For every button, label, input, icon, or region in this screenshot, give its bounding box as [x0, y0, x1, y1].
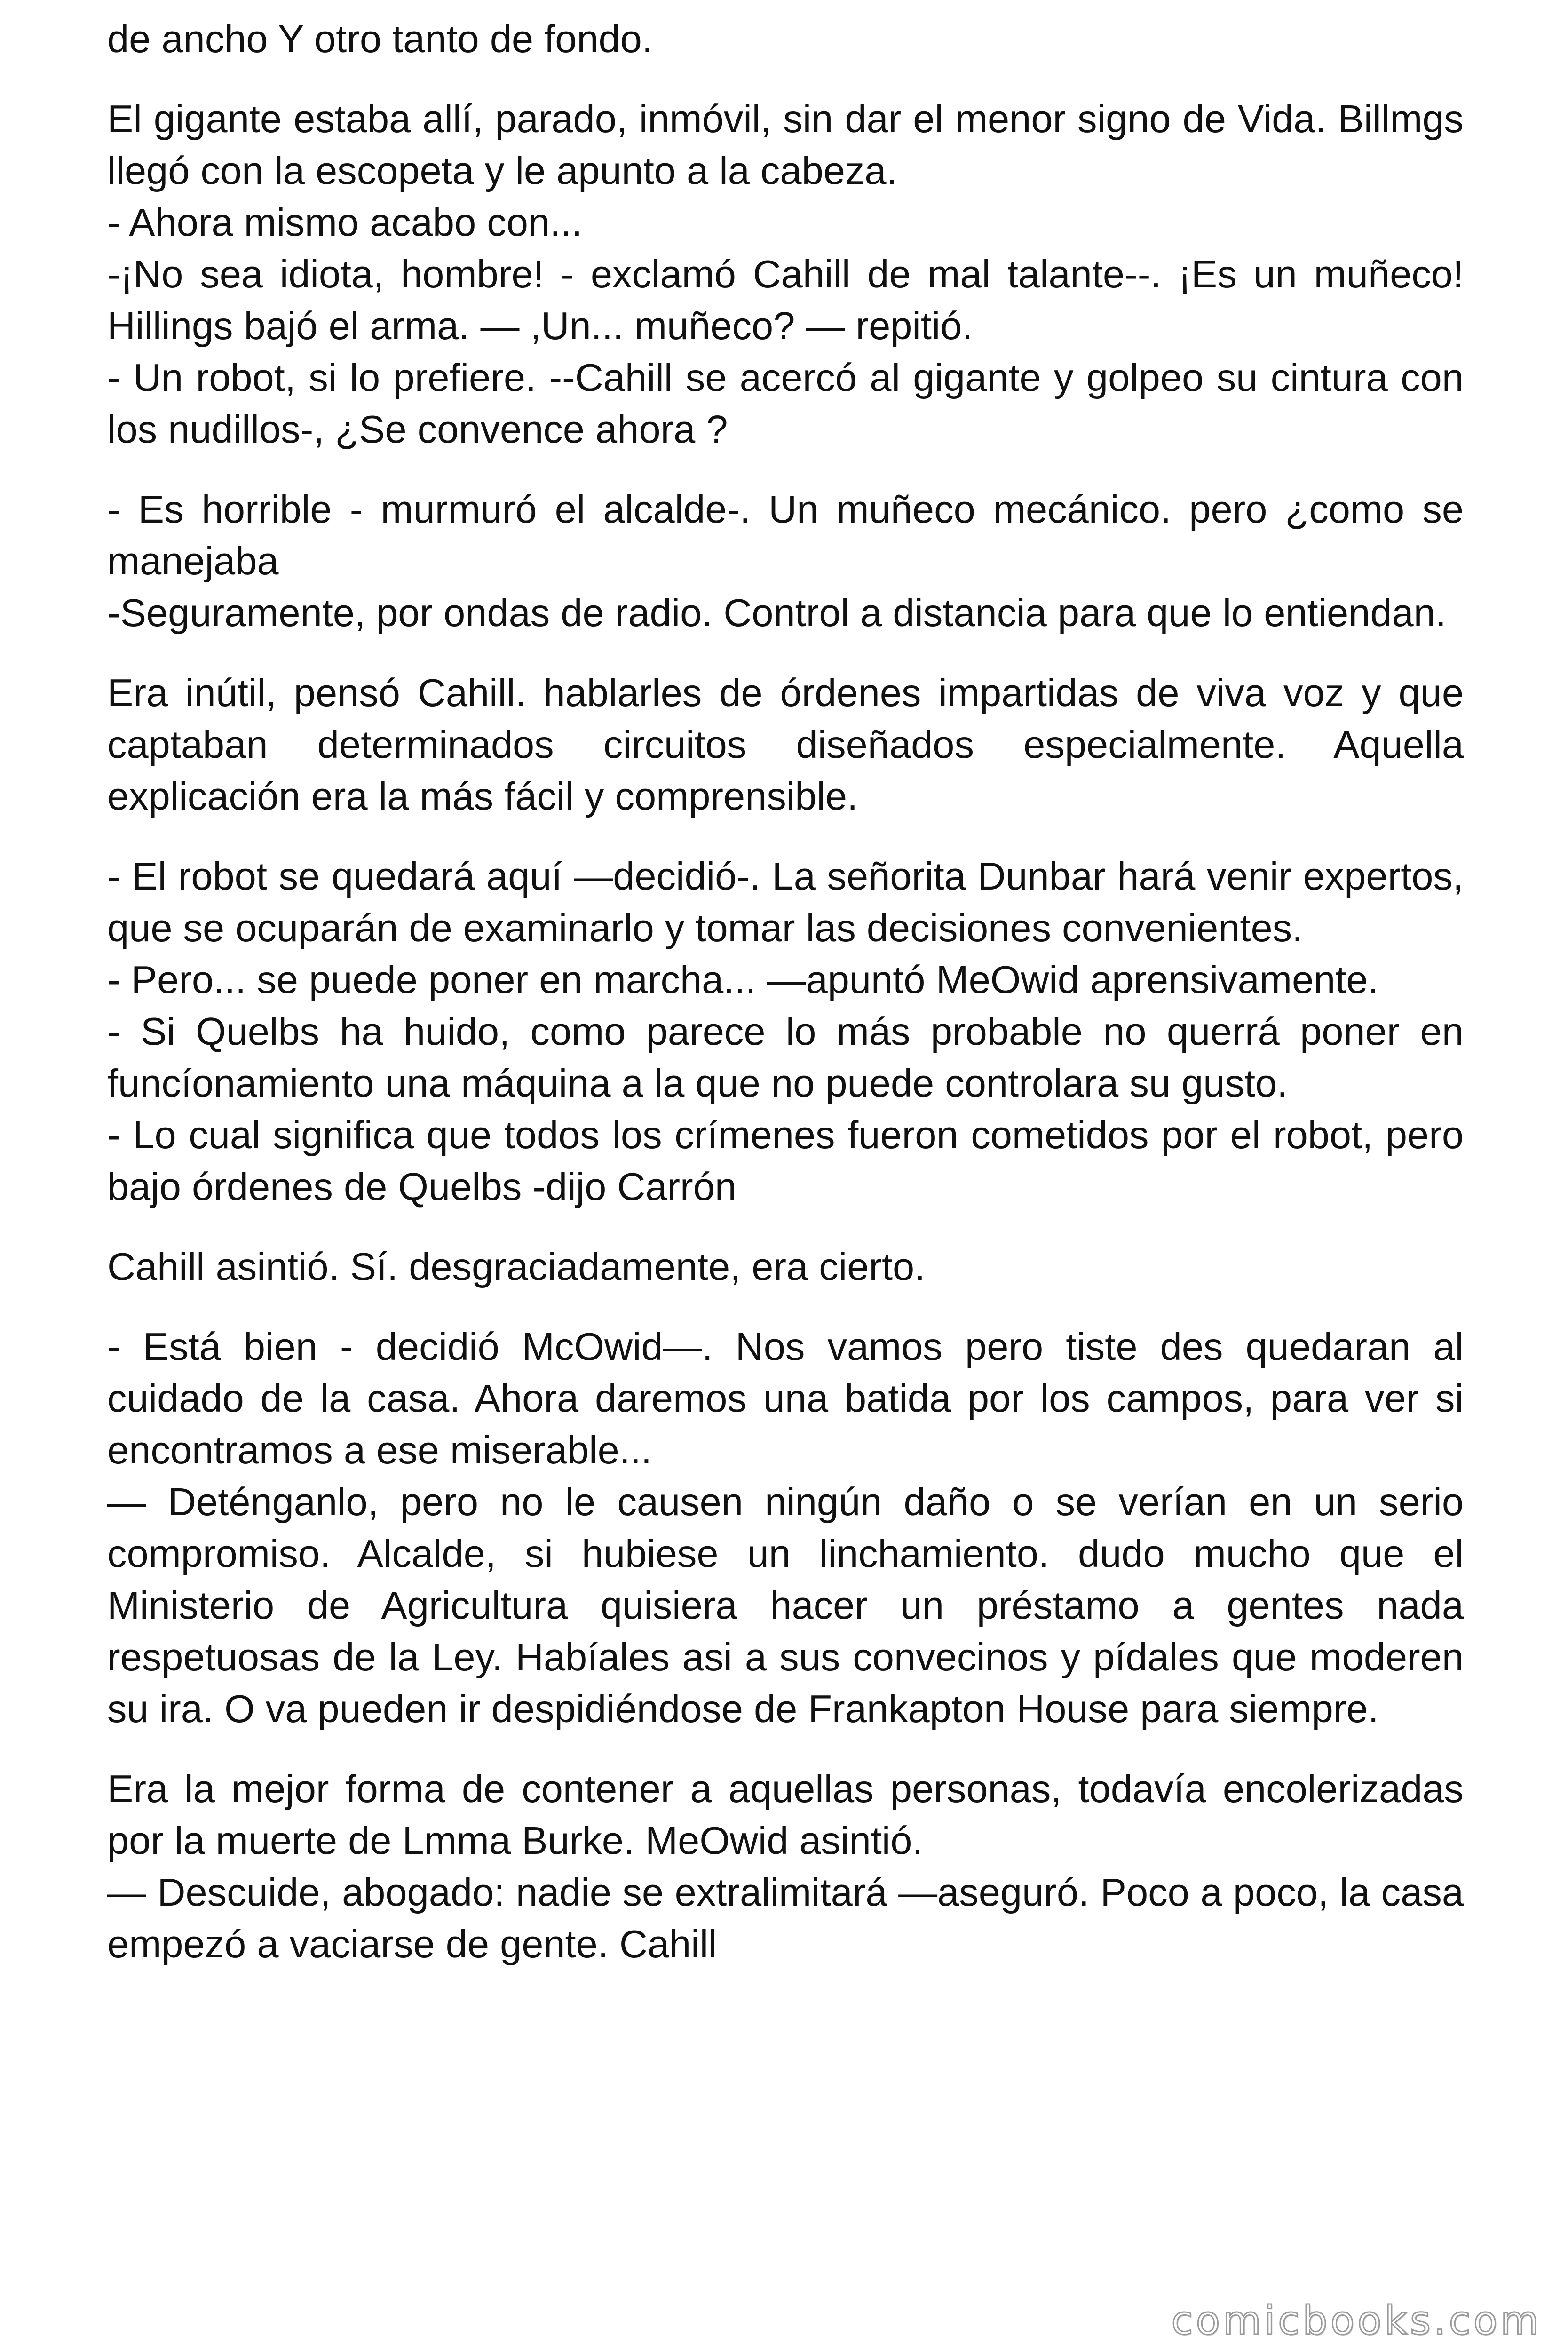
paragraph	[107, 13, 1464, 65]
text-line: - Un robot, si lo prefiere. --Cahill se acercó al gigante y golpeo su cintura con los nudillos-, ¿Se convence ahora ?	[107, 356, 1464, 451]
paragraph	[107, 1763, 1464, 1970]
text-line: Era la mejor forma de contener a aquellas personas, todavía encolerizadas por la muerte de Lmma Burke. MeOwid asintió.	[107, 1767, 1464, 1862]
paragraph	[107, 850, 1464, 1213]
text-line: - El robot se quedará aquí —decidió-. La señorita Dunbar hará venir expertos, que se ocuparán de examinarlo y tomar las decisiones convenientes.	[107, 854, 1464, 950]
text-line: - Pero... se puede poner en marcha... —apuntó MeOwid aprensivamente.	[107, 958, 1379, 1001]
watermark: comicbooks.com	[1171, 2297, 1542, 2344]
paragraph	[107, 1241, 1464, 1293]
paragraph	[107, 93, 1464, 455]
text-line: Cahill asintió. Sí. desgraciadamente, era cierto.	[107, 1245, 926, 1288]
text-line: - Es horrible - murmuró el alcalde-. Un muñeco mecánico. pero ¿como se manejaba	[107, 487, 1464, 583]
text-line: - Lo cual significa que todos los crímenes fueron cometidos por el robot, pero bajo órdenes de Quelbs -dijo Carrón	[107, 1113, 1464, 1208]
text-line: -¡No sea idiota, hombre! - exclamó Cahill de mal talante--. ¡Es un muñeco! Hillings bajó el arma. — ,Un... muñeco? — repitió.	[107, 252, 1464, 348]
text-line: — Descuide, abogado: nadie se extralimitará —aseguró. Poco a poco, la casa empezó a vaciarse de gente. Cahill	[107, 1870, 1464, 1966]
text-line: - Ahora mismo acabo con...	[107, 200, 583, 244]
text-line: - Está bien - decidió McOwid—. Nos vamos pero tiste des quedaran al cuidado de la casa. Ahora daremos una batida por los campos, para ver si encontramos a ese miserable...	[107, 1325, 1464, 1472]
paragraph	[107, 1321, 1464, 1735]
text-body	[107, 13, 1464, 1998]
text-line: El gigante estaba allí, parado, inmóvil, sin dar el menor signo de Vida. Billmgs llegó con la escopeta y le apunto a la cabeza.	[107, 97, 1464, 192]
text-line: -Seguramente, por ondas de radio. Control a distancia para que lo entiendan.	[107, 591, 1446, 635]
text-line: - Si Quelbs ha huido, como parece lo más probable no querrá poner en funcíonamiento una máquina a la que no puede controlara su gusto.	[107, 1009, 1464, 1105]
text-line: — Deténganlo, pero no le causen ningún daño o se verían en un serio compromiso. Alcalde, si hubiese un linchamiento. dudo mucho que el Ministerio de Agricultura quisiera hacer un préstamo a gentes nada respetuosas de la Ley. Habíales asi a sus convecinos y pídales que moderen su ira. O va pueden ir despidiéndose de Frankapton House para siempre.	[107, 1480, 1464, 1731]
text-line: de ancho Y otro tanto de fondo.	[107, 17, 653, 61]
paragraph	[107, 484, 1464, 639]
paragraph	[107, 667, 1464, 822]
text-line: Era inútil, pensó Cahill. hablarles de órdenes impartidas de viva voz y que captaban determinados circuitos diseñados especialmente. Aquella explicación era la más fácil y comprensible.	[107, 671, 1464, 818]
